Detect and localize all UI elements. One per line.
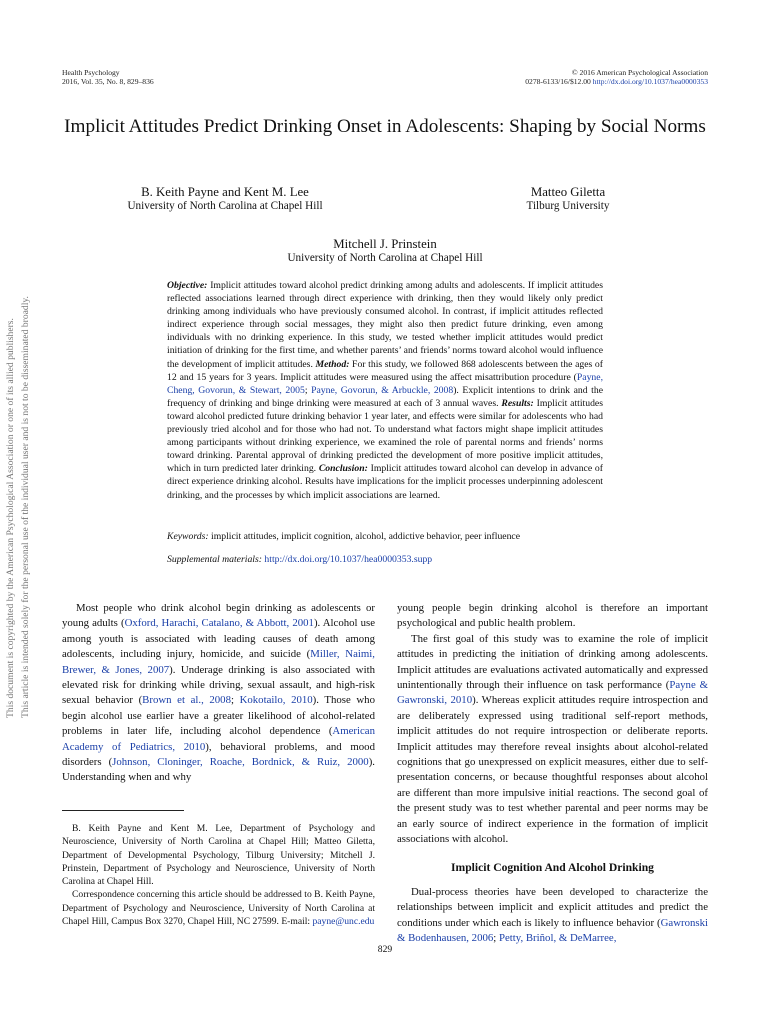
citation-link[interactable]: Johnson, Cloninger, Roache, Bordnick, & Ruiz, 2000 — [112, 756, 369, 769]
author-block-2 — [478, 185, 658, 213]
journal-header — [62, 68, 154, 86]
body-text: ). Understanding when and why — [62, 756, 375, 784]
citation-link[interactable]: Kokotailo, 2010 — [239, 694, 313, 707]
page-number: 829 — [377, 944, 393, 955]
body-text: ). Whereas explicit attitudes require introspection and are deliberately expressed using traditional self-report methods, implicit attitudes do not require introspection or deliberate reports. Implicit attitudes may therefore reveal insights about alcohol-related cognitions that go unexpressed on explicit measures, either due to self-presentation concerns, or because thoughtful responses about alcohol are different than more impulsive initial reactions. The second goal of the present study was to test whether parental and peer norms may be an early source of indirect experience in the formation of implicit associations with alcohol. — [397, 694, 709, 846]
keywords — [167, 530, 603, 543]
footnote-divider — [62, 810, 184, 811]
body-text: Most people who drink alcohol begin drinking as adolescents or young adults ( — [62, 602, 375, 630]
method-text: ). Explicit intentions to drink and the frequency of drinking and binge drinking were measured at each of 3 annual waves. — [167, 384, 603, 409]
copyright-header — [525, 68, 708, 86]
author-name: B. Keith Payne and Kent M. Lee — [141, 185, 309, 199]
body-text: ). Those who begin alcohol use earlier have a greater likelihood of alcohol-related problems in later life, including alcohol dependence ( — [62, 694, 375, 738]
citation-link[interactable]: American Academy of Pediatrics, 2010 — [62, 725, 375, 753]
citation-link[interactable]: Brown et al., 2008 — [142, 694, 231, 707]
author-affiliation: Tilburg University — [526, 200, 610, 212]
author-note — [62, 822, 375, 928]
method-label: Method: — [315, 358, 350, 370]
left-column — [62, 601, 375, 786]
section-heading: Implicit Cognition And Alcohol Drinking — [451, 860, 654, 874]
citation-separator: ; — [230, 694, 240, 707]
citation-link[interactable]: Gawronski & Bodenhausen, 2006 — [397, 916, 708, 945]
citation-link[interactable]: Petty, Briñol, & DeMarree, — [498, 932, 617, 945]
citation-link[interactable]: Payne, Govorun, & Arbuckle, 2008 — [311, 384, 454, 396]
copyright-line: © 2016 American Psychological Association — [571, 68, 708, 77]
copyright-notice-line-2: This article is intended solely for the personal use of the individual user and is not to be disseminated broadly. — [20, 296, 31, 718]
body-text: ), behavioral problems, and mood disorders ( — [62, 740, 375, 769]
body-paragraph — [62, 601, 375, 786]
citation-link[interactable]: Payne, Cheng, Govorun, & Stewart, 2005 — [167, 371, 603, 396]
author-name: Mitchell J. Prinstein — [333, 237, 437, 251]
journal-volume: 2016, Vol. 35, No. 8, 829–836 — [62, 77, 154, 86]
body-paragraph — [397, 632, 708, 848]
right-column — [397, 601, 708, 947]
email-link[interactable]: payne@unc.edu — [312, 916, 375, 928]
author-affiliation: University of North Carolina at Chapel Hill — [287, 252, 483, 264]
method-text: For this study, we followed 868 adolescents between the ages of 12 and 15 years for 3 years. Implicit attitudes were measured using the affect misattribution procedure ( — [167, 358, 603, 383]
supplemental-label: Supplemental materials: — [167, 554, 262, 565]
article-title: Implicit Attitudes Predict Drinking Onset in Adolescents: Shaping by Social Norms — [64, 116, 706, 137]
citation-link[interactable]: Oxford, Harachi, Catalano, & Abbott, 2001 — [124, 617, 314, 630]
correspondence-text: Correspondence concerning this article should be addressed to B. Keith Payne, Department of Psychology and Neuroscience, University of North Carolina at Chapel Hill, Campus Box 3270, Chapel Hill, NC 27599. E-mail: — [62, 889, 375, 928]
keywords-text: implicit attitudes, implicit cognition, alcohol, addictive behavior, peer influence — [208, 531, 521, 542]
results-text: Implicit attitudes toward alcohol predicted future drinking behavior 1 year later, and effects were similar for adolescents who had previously tried alcohol and for those who had not. To understand what factors might shape implicit attitudes among participants without drinking experience, we examined the role of parental norms and friends’ norms toward drinking. Parental approval of drinking predicted the development of more positive implicit attitudes, which in turn predicted later drinking. — [167, 397, 603, 475]
keywords-label: Keywords: — [167, 531, 209, 542]
copyright-notice-line-1: This document is copyrighted by the American Psychological Association or one of its allied publishers. — [5, 318, 16, 718]
citation-link[interactable]: Payne & Gawronski, 2010 — [397, 679, 708, 707]
body-paragraph: young people begin drinking alcohol is therefore an important psychological and public health problem. — [397, 602, 708, 630]
body-text: The first goal of this study was to examine the role of implicit attitudes in predicting the initiation of drinking among adolescents. Implicit attitudes are evaluations activated automatically and expressed unintentionally through their influence on task performance ( — [397, 632, 708, 692]
journal-name: Health Psychology — [62, 68, 120, 77]
author-affiliation: University of North Carolina at Chapel Hill — [127, 200, 323, 212]
results-label: Results: — [501, 397, 534, 409]
citation-separator: ; — [493, 932, 499, 945]
doi-link[interactable]: http://dx.doi.org/10.1037/hea0000353 — [592, 77, 708, 86]
author-note-correspondence — [62, 888, 375, 928]
body-paragraph — [397, 885, 708, 947]
author-name: Matteo Giletta — [530, 185, 606, 199]
objective-text: Implicit attitudes toward alcohol predict drinking among adults and adolescents. If implicit attitudes reflected associations learned through direct experience with drinking, then they would likely only predict drinking among individuals who have previously consumed alcohol. In contrast, if implicit attitudes reflected indirect experience through social messages, they might also then predict future drinking, even among individuals with no drinking experience. In this study, we tested whether implicit attitudes would predict initiation of drinking for the first time, and whether parents’ and friends’ norms toward alcohol would influence the development of implicit attitudes. — [167, 280, 603, 370]
issn-line — [525, 77, 708, 86]
conclusion-text: Implicit attitudes toward alcohol can develop in advance of direct experience drinking alcohol. Results have implications for the implicit processes underpinning adolescent drinking, and the processes by which implicit associations are learned. — [167, 463, 603, 501]
citation-separator: ; — [304, 384, 312, 396]
supplemental-link[interactable]: http://dx.doi.org/10.1037/hea0000353.supp — [264, 554, 433, 565]
conclusion-label: Conclusion: — [318, 463, 368, 475]
author-block-3 — [235, 237, 535, 265]
body-text: Dual-process theories have been developed to characterize the relationships between implicit and explicit attitudes and predict the conditions under which each is likely to influence behavior ( — [397, 885, 708, 929]
body-text: ). Alcohol use among youth is associated with leading causes of death among adolescents, including injury, homicide, and suicide ( — [62, 617, 375, 661]
author-block-1 — [100, 185, 350, 213]
objective-label: Objective: — [167, 280, 208, 291]
supplemental-materials — [167, 553, 603, 566]
author-note-affiliations: B. Keith Payne and Kent M. Lee, Department of Psychology and Neuroscience, University of North Carolina at Chapel Hill; Matteo Giletta, Department of Developmental Psychology, Tilburg University; Mitchell J. Prinstein, Department of Psychology and Neuroscience, University of North Carolina at Chapel Hill. — [62, 823, 375, 888]
body-text: ). Underage drinking is also associated with elevated risk for drinking while driving, sexual assault, and high-risk sexual behavior ( — [62, 663, 376, 707]
citation-link[interactable]: Miller, Naimi, Brewer, & Jones, 2007 — [62, 648, 375, 676]
abstract — [167, 279, 603, 502]
issn-price: 0278-6133/16/$12.00 — [525, 77, 591, 86]
